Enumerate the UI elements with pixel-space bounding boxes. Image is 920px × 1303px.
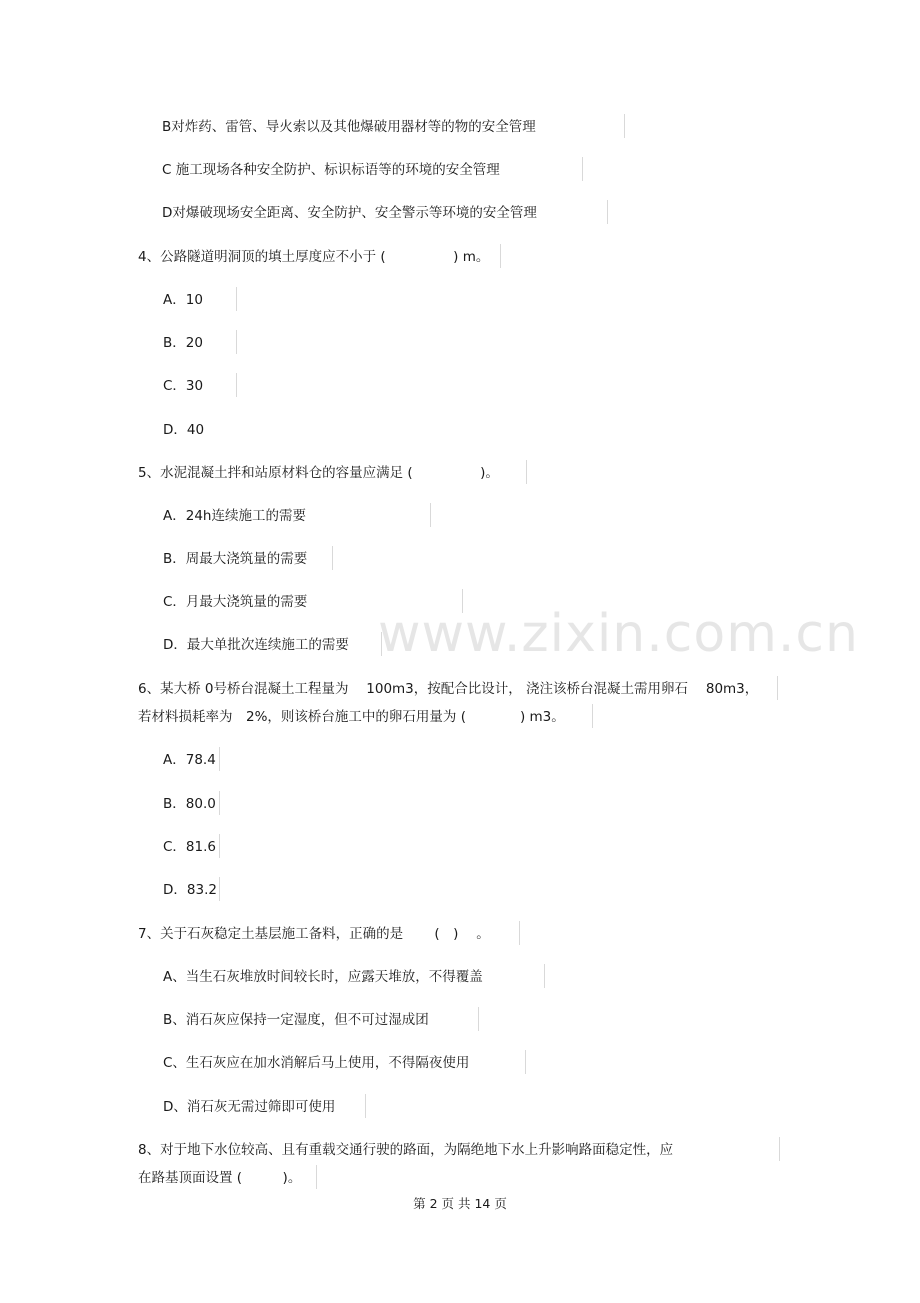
option-text: B．80.0 — [163, 796, 216, 812]
field-divider — [779, 1137, 780, 1161]
option-text: D．最大单批次连续施工的需要 — [163, 637, 349, 653]
option-text: B、消石灰应保持一定湿度，但不可过湿成团 — [163, 1012, 429, 1028]
option-q5-a — [163, 507, 306, 525]
field-divider — [478, 1007, 479, 1031]
option-text: C．月最大浇筑量的需要 — [163, 594, 308, 610]
field-divider — [607, 200, 608, 224]
option-q5-b — [163, 550, 307, 568]
question-8-line-2 — [138, 1169, 301, 1187]
field-divider — [236, 373, 237, 397]
field-divider — [544, 964, 545, 988]
field-divider — [526, 460, 527, 484]
field-divider — [219, 791, 220, 815]
option-text: A．24h连续施工的需要 — [163, 508, 306, 524]
option-text: D、消石灰无需过筛即可使用 — [163, 1099, 336, 1115]
option-text: B．20 — [163, 335, 203, 351]
question-7 — [138, 925, 490, 943]
option-text: C、生石灰应在加水消解后马上使用，不得隔夜使用 — [163, 1055, 470, 1071]
option-text: B对炸药、雷管、导火索以及其他爆破用器材等的物的安全管理 — [162, 119, 536, 135]
field-divider — [582, 157, 583, 181]
field-divider — [624, 114, 625, 138]
field-divider — [316, 1165, 317, 1189]
option-text: C 施工现场各种安全防护、标识标语等的环境的安全管理 — [162, 162, 500, 178]
option-text: A．10 — [163, 292, 203, 308]
question-5 — [138, 464, 499, 482]
question-text: 7、关于石灰稳定土基层施工备料，正确的是 ( ) 。 — [138, 926, 490, 942]
field-divider — [430, 503, 431, 527]
field-divider — [525, 1050, 526, 1074]
question-text: 若材料损耗率为 2%，则该桥台施工中的卵石用量为 ( ) m3。 — [138, 709, 565, 725]
field-divider — [592, 704, 593, 728]
question-text: 6、某大桥 0号桥台混凝土工程量为 100m3，按配合比设计， 浇注该桥台混凝土需用卵石 80m3， — [138, 681, 759, 697]
option-text: D．40 — [163, 422, 205, 438]
field-divider — [332, 546, 333, 570]
option-q7-b — [163, 1011, 429, 1029]
option-text: D．83.2 — [163, 882, 217, 898]
option-q4-a — [163, 291, 203, 309]
page-footer: 第 2 页 共 14 页 — [413, 1196, 507, 1211]
question-text: 8、对于地下水位较高、且有重载交通行驶的路面，为隔绝地下水上升影响路面稳定性，应 — [138, 1142, 674, 1158]
question-text: 在路基顶面设置 ( )。 — [138, 1170, 302, 1186]
question-4 — [138, 248, 489, 266]
question-text: 4、公路隧道明洞顶的填土厚度应不小于 ( ) m。 — [138, 249, 490, 265]
field-divider — [519, 921, 520, 945]
field-divider — [381, 632, 382, 656]
option-text: C．30 — [163, 378, 204, 394]
field-divider — [236, 287, 237, 311]
question-8-line-1 — [138, 1141, 673, 1159]
question-6-line-2 — [138, 708, 565, 726]
option-text: A．78.4 — [163, 752, 216, 768]
option-q3-d — [162, 204, 537, 222]
option-text: D对爆破现场安全距离、安全防护、安全警示等环境的安全管理 — [162, 205, 537, 221]
option-q7-d — [163, 1098, 335, 1116]
option-q4-c — [163, 377, 203, 395]
option-q3-b — [162, 118, 536, 136]
field-divider — [219, 747, 220, 771]
field-divider — [219, 877, 220, 901]
option-q6-c — [163, 838, 216, 856]
option-q4-b — [163, 334, 203, 352]
question-text: 5、水泥混凝土拌和站原材料仓的容量应满足 ( )。 — [138, 465, 499, 481]
option-q7-a — [163, 968, 483, 986]
field-divider — [500, 244, 501, 268]
question-6-line-1 — [138, 680, 758, 698]
option-q6-d — [163, 881, 217, 899]
option-text: B．周最大浇筑量的需要 — [163, 551, 308, 567]
option-q7-c — [163, 1054, 469, 1072]
option-text: C．81.6 — [163, 839, 216, 855]
option-q3-c — [162, 161, 500, 179]
option-q6-a — [163, 751, 216, 769]
option-q6-b — [163, 795, 216, 813]
watermark: www.zixin.com.cn — [378, 604, 859, 664]
field-divider — [462, 589, 463, 613]
option-q5-c — [163, 593, 307, 611]
field-divider — [219, 834, 220, 858]
option-q4-d — [163, 421, 204, 439]
option-q5-d — [163, 636, 349, 654]
field-divider — [777, 676, 778, 700]
field-divider — [365, 1094, 366, 1118]
option-text: A、当生石灰堆放时间较长时，应露天堆放，不得覆盖 — [163, 969, 483, 985]
field-divider — [236, 330, 237, 354]
